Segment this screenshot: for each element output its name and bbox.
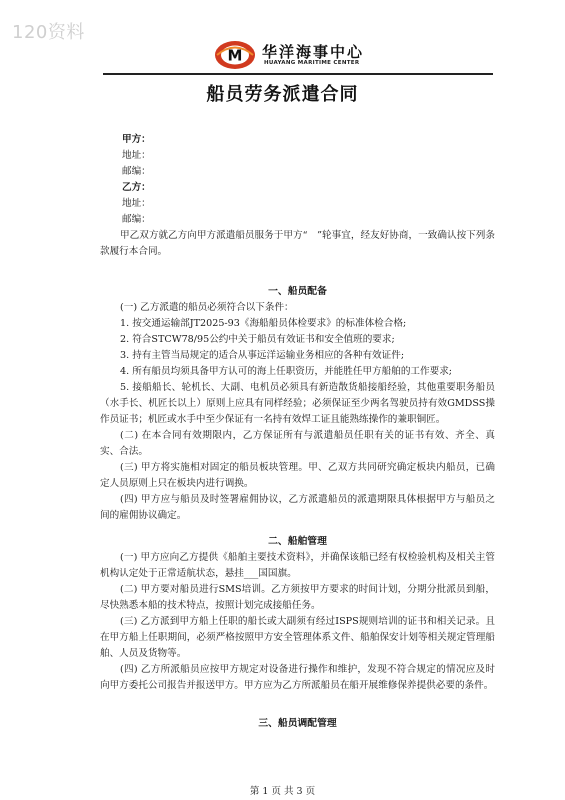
section-paragraph: (一) 甲方应向乙方提供《船舶主要技术资料》，并确保该船已经有权检验机构及相关主管机构认定处于正常适航状态，悬挂___国国旗。 bbox=[100, 552, 495, 579]
document-title: 船员劳务派遣合同 bbox=[206, 84, 359, 105]
document-body bbox=[100, 132, 495, 732]
section-paragraph: 5. 接船船长、轮机长、大副、电机员必须具有新造散货船接船经验，其他重要职务船员（水手长、机匠长以上）原则上应具有同样经验；必须保证至少两名驾驶员持有效GMDSS操作员证书；机匠或水手中至少保证有一名持有效焊工证且能熟练操作的兼职铜匠。 bbox=[100, 382, 495, 425]
section-paragraph: 4. 所有船员均须具备甲方认可的海上任职资历，并能胜任甲方船舶的工作要求; bbox=[120, 366, 453, 377]
party-a-label: 甲方： bbox=[122, 134, 151, 145]
party-b-address: 地址： bbox=[122, 198, 151, 209]
page-number: 第 1 页 共 3 页 bbox=[249, 786, 316, 797]
section-heading: 三、船员调配管理 bbox=[258, 718, 337, 729]
brand-name-cn: 华洋海事中心 bbox=[262, 43, 365, 61]
section-paragraph: (四) 乙方所派船员应按甲方规定对设备进行操作和维护，发现不符合规定的情况应及时向甲方委托公司报告并报送甲方。甲方应为乙方所派船员在船开展维修保养提供必要的条件。 bbox=[100, 664, 495, 691]
brand-name-en: HUAYANG MARITIME CENTER bbox=[264, 60, 360, 66]
section-paragraph: (四) 甲方应与船员及时签署雇佣协议，乙方派遣船员的派遣期限具体根据甲方与船员之间的雇佣协议确定。 bbox=[100, 494, 495, 521]
section-paragraph: (二) 甲方要对船员进行SMS培训。乙方须按甲方要求的时间计划，分期分批派员到船，尽快熟悉本船的技术特点，按照计划完成接船任务。 bbox=[100, 584, 495, 611]
watermark: 120资料 bbox=[12, 22, 85, 43]
section-paragraph: 3. 持有主管当局规定的适合从事远洋运输业务相应的各种有效证件; bbox=[120, 350, 405, 361]
party-a-postcode: 邮编： bbox=[122, 166, 151, 177]
logo-letter: M bbox=[227, 46, 243, 65]
section-paragraph: (一) 乙方派遣的船员必须符合以下条件： bbox=[120, 302, 294, 313]
party-b-postcode: 邮编： bbox=[122, 214, 151, 225]
company-logo-icon bbox=[214, 40, 256, 70]
section-heading: 一、船员配备 bbox=[268, 286, 327, 297]
company-header bbox=[214, 40, 389, 72]
section-paragraph: 1. 按交通运输部JT2025-93《海船船员体检要求》的标准体检合格; bbox=[120, 318, 407, 329]
section-paragraph: 2. 符合STCW78/95公约中关于船员有效证书和安全值班的要求; bbox=[120, 334, 395, 345]
intro-paragraph: 甲乙双方就乙方向甲方派遣船员服务于甲方“ ”轮事宜，经友好协商，一致确认按下列条款履行本合同。 bbox=[100, 230, 495, 257]
section-paragraph: (二) 在本合同有效期限内，乙方保证所有与派遣船员任职有关的证书有效、齐全、真实、合法。 bbox=[100, 430, 495, 457]
party-a-address: 地址： bbox=[122, 150, 151, 161]
header-divider bbox=[103, 73, 493, 75]
section-paragraph: (三) 甲方将实施相对固定的船员板块管理。甲、乙双方共同研究确定板块内船员，已确定人员原则上只在板块内进行调换。 bbox=[100, 462, 495, 489]
section-heading: 二、船舶管理 bbox=[268, 536, 327, 547]
section-paragraph: (三) 乙方派到甲方船上任职的船长或大副须有经过ISPS规则培训的证书和相关记录。且在甲方船上任职期间，必须严格按照甲方安全管理体系文件、船舶保安计划等相关规定管理船舶、人员及货物等。 bbox=[100, 616, 495, 659]
party-b-label: 乙方： bbox=[122, 182, 151, 193]
